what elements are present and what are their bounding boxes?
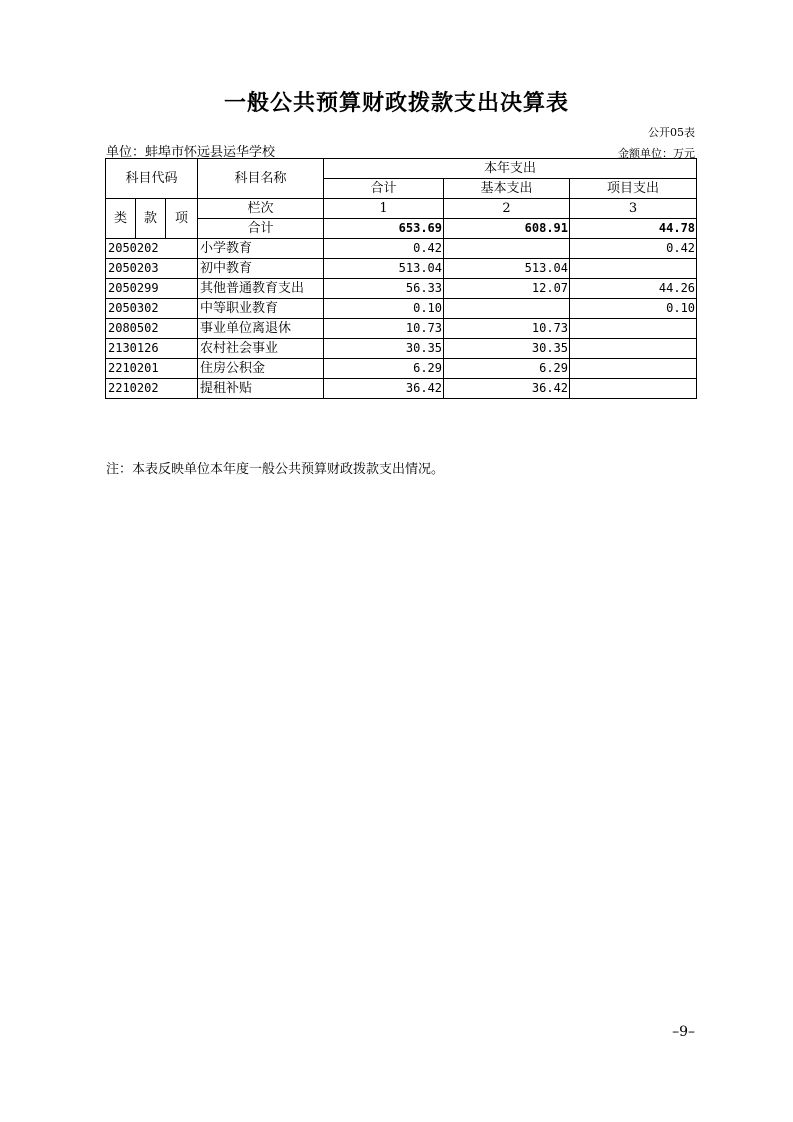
total-label: 合计: [198, 219, 324, 239]
row-code: 2080502: [106, 319, 198, 339]
row-total: 0.10: [324, 299, 444, 319]
row-name: 农村社会事业: [198, 339, 324, 359]
header-col1: 1: [324, 199, 444, 219]
header-total: 合计: [324, 179, 444, 199]
row-code: 2210201: [106, 359, 198, 379]
row-code: 2050299: [106, 279, 198, 299]
table-row: [106, 259, 697, 279]
header-basic: 基本支出: [444, 179, 570, 199]
row-code: 2130126: [106, 339, 198, 359]
row-basic: [444, 239, 570, 259]
footnote: 注：本表反映单位本年度一般公共预算财政拨款支出情况。: [106, 462, 445, 477]
row-total: 6.29: [324, 359, 444, 379]
header-col3: 3: [570, 199, 697, 219]
table-row: [106, 319, 697, 339]
row-total: 0.42: [324, 239, 444, 259]
header-row-top: [106, 159, 697, 179]
row-basic: [444, 299, 570, 319]
table-row: [106, 359, 697, 379]
row-total: 10.73: [324, 319, 444, 339]
row-name: 初中教育: [198, 259, 324, 279]
header-code: 科目代码: [106, 159, 198, 199]
row-basic: 10.73: [444, 319, 570, 339]
total-basic: 608.91: [444, 219, 570, 239]
row-project: [570, 319, 697, 339]
row-project: [570, 359, 697, 379]
row-code: 2050202: [106, 239, 198, 259]
row-code: 2050302: [106, 299, 198, 319]
row-total: 36.42: [324, 379, 444, 399]
row-code: 2210202: [106, 379, 198, 399]
header-kuan: 款: [136, 199, 166, 239]
page-title: 一般公共预算财政拨款支出决算表: [223, 90, 569, 116]
total-project: 44.78: [570, 219, 697, 239]
row-basic: 513.04: [444, 259, 570, 279]
row-name: 其他普通教育支出: [198, 279, 324, 299]
header-lei: 类: [106, 199, 136, 239]
row-total: 513.04: [324, 259, 444, 279]
page-number: –9–: [672, 1024, 695, 1040]
row-code: 2050203: [106, 259, 198, 279]
row-name: 事业单位离退休: [198, 319, 324, 339]
table-row: [106, 239, 697, 259]
header-name: 科目名称: [198, 159, 324, 199]
header-column-index: 栏次: [198, 199, 324, 219]
row-basic: 30.35: [444, 339, 570, 359]
row-basic: 12.07: [444, 279, 570, 299]
table-row: [106, 299, 697, 319]
row-project: 0.10: [570, 299, 697, 319]
header-col2: 2: [444, 199, 570, 219]
row-name: 住房公积金: [198, 359, 324, 379]
header-project: 项目支出: [570, 179, 697, 199]
header-row-index: [106, 199, 697, 219]
row-basic: 6.29: [444, 359, 570, 379]
row-total: 30.35: [324, 339, 444, 359]
total-total: 653.69: [324, 219, 444, 239]
table-row: [106, 379, 697, 399]
row-project: 44.26: [570, 279, 697, 299]
row-project: [570, 259, 697, 279]
row-name: 小学教育: [198, 239, 324, 259]
table-row: [106, 279, 697, 299]
row-name: 中等职业教育: [198, 299, 324, 319]
row-project: 0.42: [570, 239, 697, 259]
expenditure-table: [105, 158, 697, 399]
form-number: 公开05表: [648, 126, 695, 139]
row-total: 56.33: [324, 279, 444, 299]
row-project: [570, 379, 697, 399]
header-expense-group: 本年支出: [324, 159, 697, 179]
table-row: [106, 339, 697, 359]
row-name: 提租补贴: [198, 379, 324, 399]
row-project: [570, 339, 697, 359]
unit-label: 单位：蚌埠市怀远县运华学校: [106, 145, 276, 160]
row-basic: 36.42: [444, 379, 570, 399]
header-xiang: 项: [166, 199, 198, 239]
money-unit-label: 金额单位：万元: [618, 147, 695, 160]
